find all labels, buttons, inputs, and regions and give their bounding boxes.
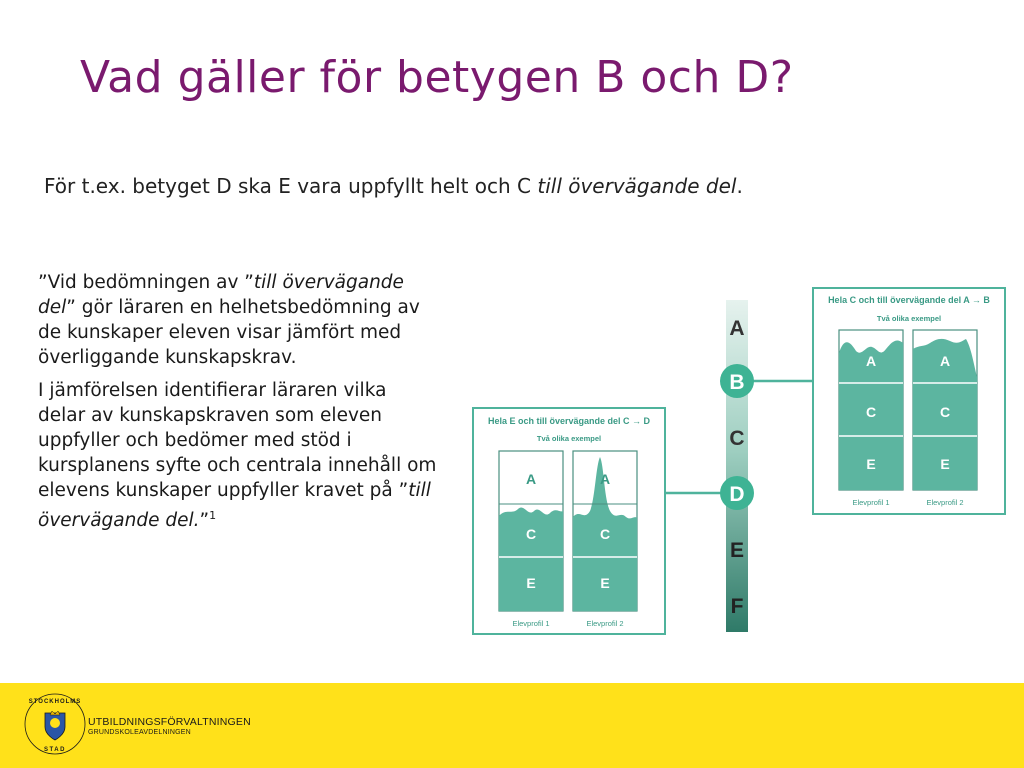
svg-text:STOCKHOLMS: STOCKHOLMS xyxy=(28,699,82,705)
right-box-title: Hela C och till övervägande del A → B xyxy=(828,295,990,305)
grade-diagram xyxy=(470,285,1010,635)
profile-caption: Elevprofil 1 xyxy=(852,498,890,507)
profile-label: E xyxy=(526,575,536,591)
svg-text:STAD: STAD xyxy=(44,747,66,753)
profile-label: E xyxy=(866,456,876,472)
grade-figure xyxy=(470,285,1010,635)
slide-title: Vad gäller för betygen B och D? xyxy=(80,52,794,103)
profile-label: C xyxy=(939,404,951,420)
profile-caption: Elevprofil 2 xyxy=(926,498,964,507)
subtitle-end: . xyxy=(736,174,743,198)
grade-label: D xyxy=(729,483,745,506)
stockholm-seal-logo xyxy=(24,693,86,755)
subtitle-text: För t.ex. betyget D ska E vara uppfyllt helt och C xyxy=(44,174,538,198)
grade-label: E xyxy=(729,539,745,562)
profile-label: A xyxy=(525,471,537,487)
profile-label: A xyxy=(939,353,951,369)
profile-label: C xyxy=(599,526,611,542)
right-example-box xyxy=(813,288,1005,514)
profile-label: E xyxy=(600,575,610,591)
right-box-subtitle: Två olika exempel xyxy=(876,314,942,323)
footnote-marker: 1 xyxy=(209,509,217,522)
p1-emphasis: till övervägande del xyxy=(38,272,404,318)
grade-label: F xyxy=(730,595,744,618)
profile-label: C xyxy=(525,526,537,542)
paragraph-2 xyxy=(38,378,438,533)
grade-label: B xyxy=(729,371,745,394)
profile-label: C xyxy=(865,404,877,420)
subtitle-emphasis: till övervägande del xyxy=(537,174,737,198)
paragraph-1 xyxy=(38,270,438,370)
slide-subtitle xyxy=(44,174,743,198)
left-box-subtitle: Två olika exempel xyxy=(536,434,602,443)
grade-scale-bar xyxy=(726,300,748,632)
org-subtitle: GRUNDSKOLEAVDELNINGEN xyxy=(88,729,191,736)
org-name: UTBILDNINGSFÖRVALTNINGEN xyxy=(88,716,251,728)
profile-label: A xyxy=(599,471,611,487)
p2-end: ” xyxy=(199,510,210,532)
p1-start: ”Vid bedömningen av ” xyxy=(38,272,254,293)
grade-label: C xyxy=(729,427,745,450)
profile-label: E xyxy=(940,456,950,472)
quote-text xyxy=(38,270,438,541)
footer-bar xyxy=(0,683,1024,768)
profile-label: A xyxy=(865,353,877,369)
p2-start: I jämförelsen identifierar läraren vilka delar av kunskapskraven som eleven uppfyller och bedömer med stöd i kursplanens syfte och centrala innehåll om elevens kunskaper uppfyller kravet på ” xyxy=(38,380,437,501)
profile-caption: Elevprofil 1 xyxy=(512,619,550,628)
grade-label: A xyxy=(729,317,745,340)
left-box-title: Hela E och till övervägande del C → D xyxy=(487,416,651,426)
p2-emphasis: till övervägande del. xyxy=(38,480,431,532)
left-example-box xyxy=(473,408,665,634)
p1-end: ” gör läraren en helhetsbedömning av de kunskaper eleven visar jämfört med överliggande kunskapskrav. xyxy=(38,297,420,368)
profile-caption: Elevprofil 2 xyxy=(586,619,624,628)
